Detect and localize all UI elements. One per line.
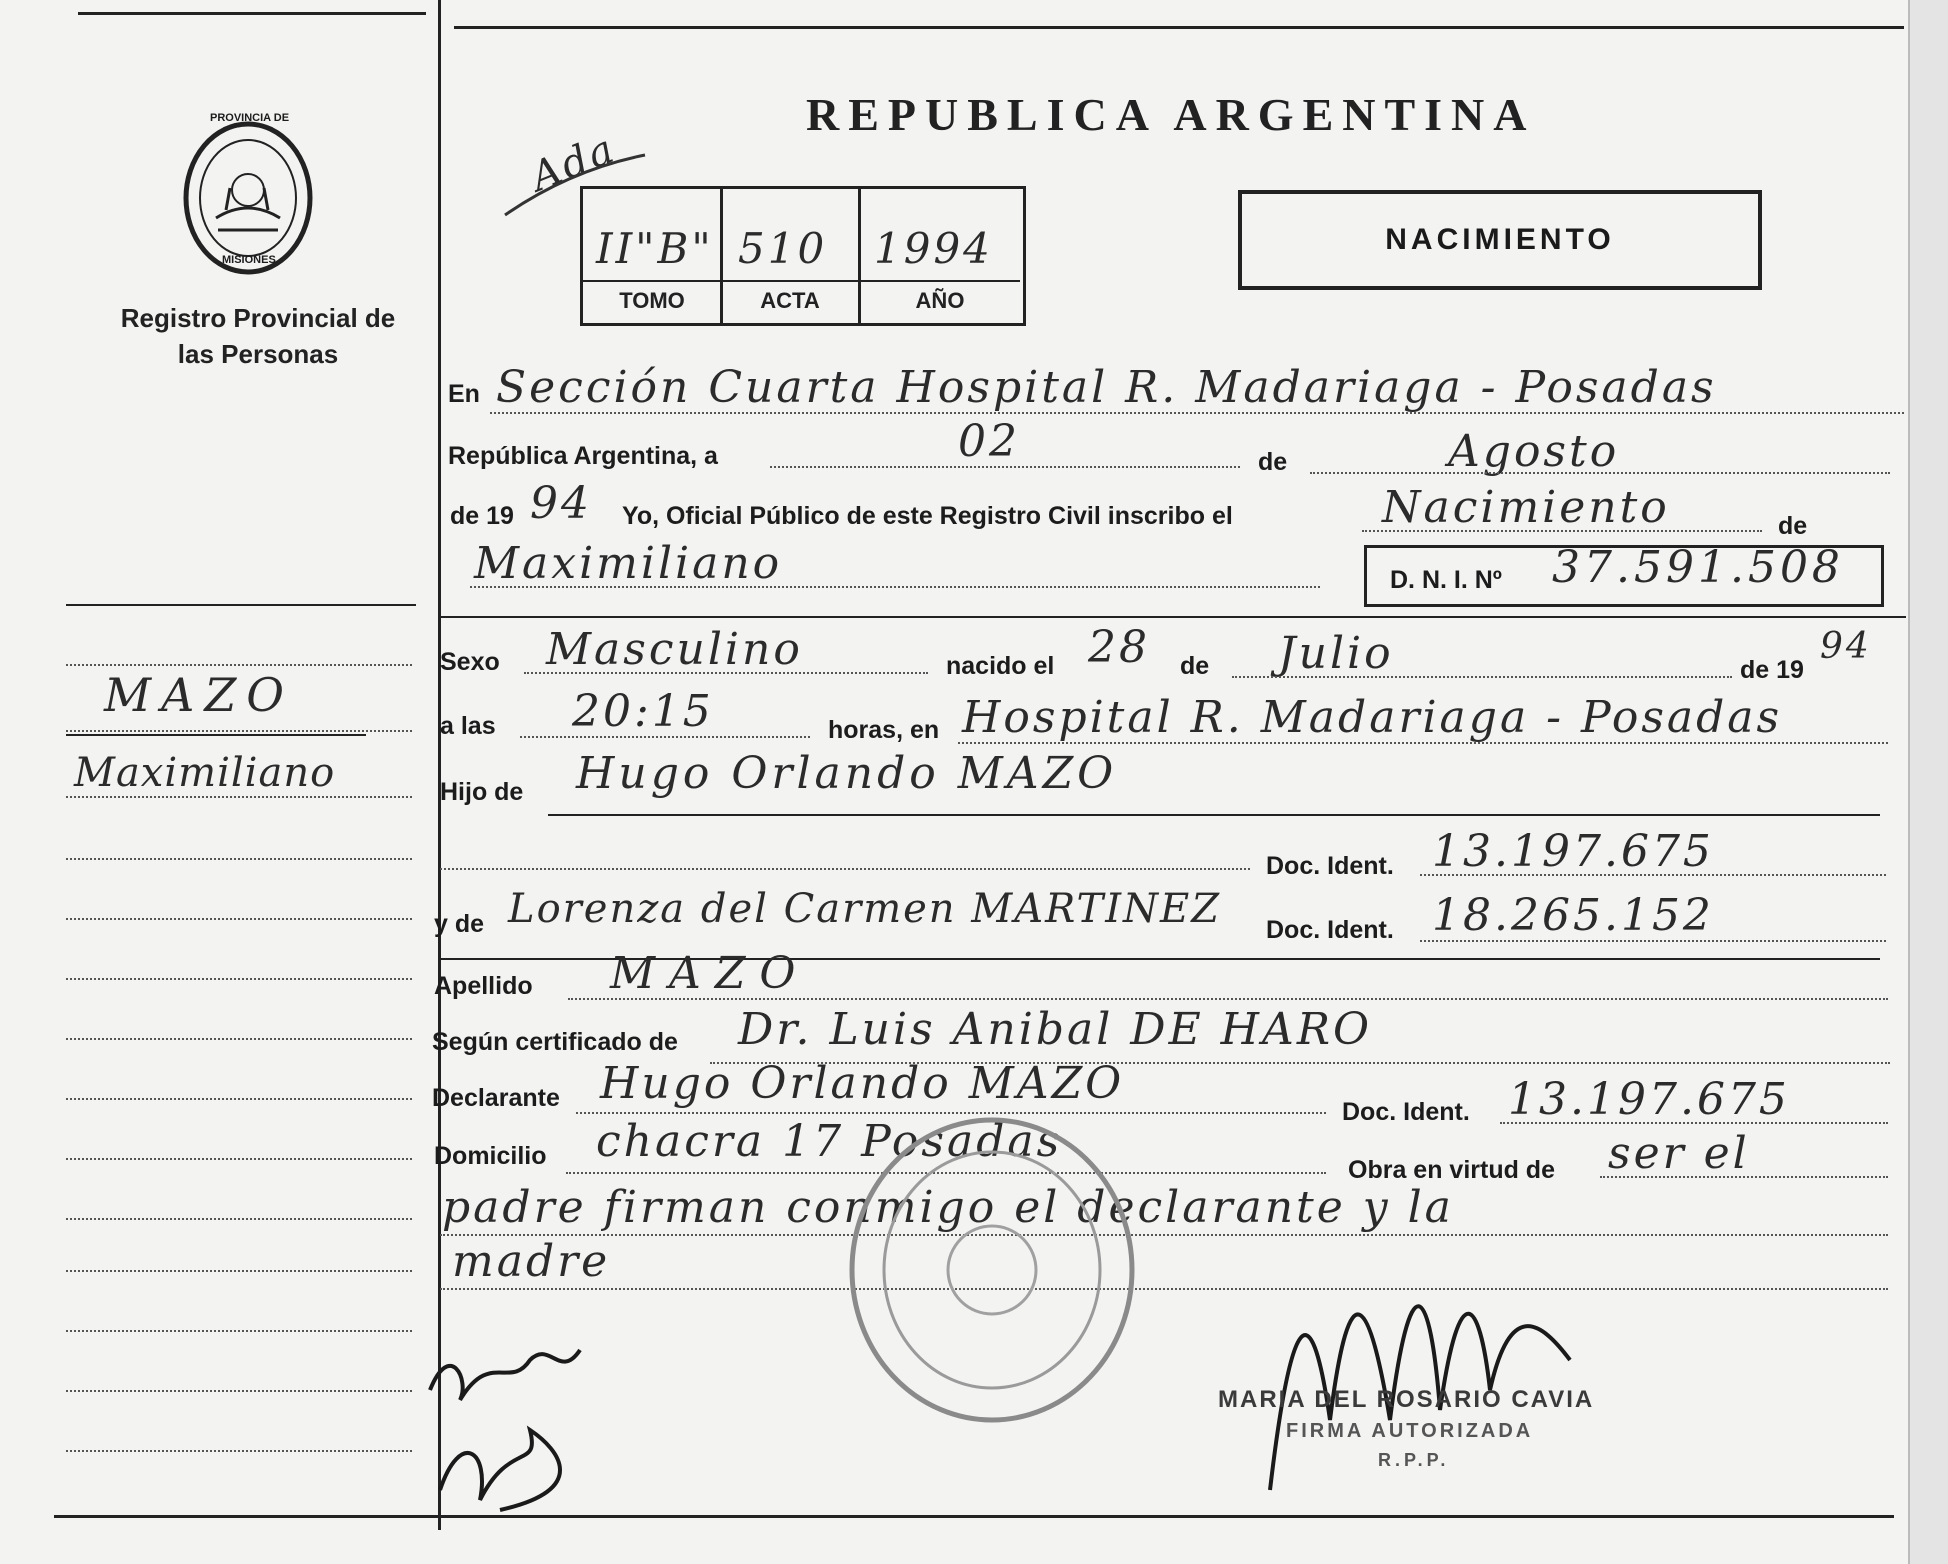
- margin-underline: [66, 734, 366, 736]
- republica-label: República Argentina, a: [448, 442, 718, 470]
- line-dots: [440, 868, 1250, 870]
- de-label: de: [1778, 512, 1808, 540]
- registry-name: Registro Provincial de las Personas: [120, 303, 396, 369]
- line-dots: [524, 672, 928, 674]
- docident-label: Doc. Ident.: [1342, 1098, 1470, 1126]
- margin-dots: [66, 1450, 412, 1452]
- margin-dots: [66, 1098, 412, 1100]
- margin-dots: [66, 978, 412, 980]
- obra-line-3: madre: [452, 1236, 611, 1287]
- apellido-value: MAZO: [610, 948, 810, 999]
- ano-label: AÑO: [915, 288, 965, 313]
- margin-dots: [66, 796, 412, 798]
- de-label: de: [1180, 652, 1210, 680]
- line-dots: [958, 742, 1888, 744]
- margin-rule: [66, 604, 416, 606]
- line-dots: [490, 412, 1904, 414]
- tomo-label: TOMO: [619, 288, 685, 313]
- section-rule: [440, 616, 1906, 618]
- father-rule: [548, 814, 1880, 816]
- margin-dots: [66, 664, 412, 666]
- mother-name-value: Lorenza del Carmen MARTINEZ: [508, 886, 1222, 932]
- official-name: MARIA DEL ROSARIO CAVIA: [1218, 1386, 1595, 1413]
- line-dots: [1600, 1176, 1888, 1178]
- line-dots: [770, 466, 1240, 468]
- birth-month-value: Julio: [1278, 628, 1394, 679]
- apellido-label: Apellido: [434, 972, 533, 1000]
- line-dots: [440, 1288, 1888, 1290]
- act-type-value: Nacimiento: [1382, 482, 1670, 533]
- official-role: FIRMA AUTORIZADA: [1286, 1420, 1534, 1442]
- top-rule-left: [78, 12, 426, 15]
- docident-label: Doc. Ident.: [1266, 916, 1394, 944]
- day-value: 02: [958, 416, 1020, 467]
- father-name-value: Hugo Orlando MAZO: [576, 748, 1118, 799]
- margin-dots: [66, 1330, 412, 1332]
- oficial-text: Yo, Oficial Público de este Registro Civil inscribo el: [622, 502, 1233, 530]
- margin-dots: [66, 1218, 412, 1220]
- obra-label: Obra en virtud de: [1348, 1156, 1555, 1184]
- dni-value: 37.591.508: [1552, 542, 1844, 593]
- margin-dots: [66, 1158, 412, 1160]
- margin-dots: [66, 1270, 412, 1272]
- nacido-label: nacido el: [946, 652, 1055, 680]
- signatures-left: [420, 1320, 640, 1520]
- margin-given-name: Maximiliano: [74, 750, 336, 796]
- docident-label: Doc. Ident.: [1266, 852, 1394, 880]
- official-stamp: [842, 1110, 1142, 1430]
- horas-label: horas, en: [828, 716, 940, 744]
- margin-dots: [66, 858, 412, 860]
- place-value: Sección Cuarta Hospital R. Madariaga - Posadas: [496, 362, 1717, 413]
- line-dots: [520, 736, 810, 738]
- tomo-value: II"B": [596, 224, 714, 273]
- page-title: REPUBLICA ARGENTINA: [806, 89, 1536, 140]
- year-value: 94: [530, 478, 592, 529]
- official-org: R.P.P.: [1378, 1450, 1450, 1470]
- child-name-value: Maximiliano: [474, 538, 783, 589]
- sexo-label: Sexo: [440, 648, 500, 676]
- record-type-box: [1238, 190, 1762, 290]
- margin-dots: [66, 1390, 412, 1392]
- line-dots: [1420, 874, 1886, 876]
- line-dots: [1362, 530, 1762, 532]
- obra-line-2: padre firman conmigo el declarante y la: [442, 1182, 1454, 1233]
- seal-text-top: PROVINCIA DE: [210, 112, 290, 124]
- de19-label: de 19: [450, 502, 514, 530]
- page-edge: [1908, 0, 1948, 1564]
- acta-label: ACTA: [760, 288, 820, 313]
- seal-text-bottom: MISIONES: [222, 254, 276, 266]
- line-dots: [1420, 940, 1886, 942]
- birth-time-value: 20:15: [572, 686, 714, 737]
- ano-value: 1994: [874, 224, 993, 273]
- margin-dots: [66, 730, 412, 732]
- line-dots: [568, 998, 1888, 1000]
- obra-value: ser el: [1608, 1128, 1750, 1179]
- de-label: de: [1258, 448, 1288, 476]
- month-value: Agosto: [1448, 426, 1620, 477]
- margin-dots: [66, 1038, 412, 1040]
- declarante-label: Declarante: [432, 1084, 560, 1112]
- ref-caption-rule: [583, 280, 1020, 282]
- de19-label: de 19: [1740, 656, 1804, 684]
- dni-label: D. N. I. Nº: [1390, 566, 1502, 594]
- yde-label: y de: [434, 910, 485, 938]
- sexo-value: Masculino: [546, 624, 803, 675]
- declarante-doc-value: 13.197.675: [1508, 1074, 1790, 1125]
- margin-divider: [438, 0, 441, 1530]
- domicilio-value: chacra 17 Posadas: [596, 1116, 1063, 1167]
- birth-day-value: 28: [1088, 622, 1150, 673]
- domicilio-label: Domicilio: [434, 1142, 547, 1170]
- hijo-label: Hijo de: [440, 778, 524, 806]
- birth-place-value: Hospital R. Madariaga - Posadas: [962, 692, 1783, 743]
- bottom-rule: [54, 1515, 1894, 1518]
- record-type: NACIMIENTO: [1385, 223, 1615, 256]
- margin-surname: MAZO: [104, 668, 294, 722]
- mother-doc-value: 18.265.152: [1432, 890, 1714, 941]
- birth-year-value: 94: [1820, 626, 1872, 667]
- alas-label: a las: [440, 712, 496, 740]
- segun-label: Según certificado de: [432, 1028, 678, 1056]
- acta-value: 510: [738, 224, 828, 273]
- annotation-ada: Ada: [524, 125, 623, 201]
- declarante-name-value: Hugo Orlando MAZO: [600, 1058, 1125, 1109]
- line-dots: [1232, 676, 1732, 678]
- margin-dots: [66, 918, 412, 920]
- line-dots: [1500, 1122, 1888, 1124]
- line-dots: [440, 1234, 1888, 1236]
- father-doc-value: 13.197.675: [1432, 826, 1714, 877]
- line-dots: [470, 586, 1320, 588]
- top-rule-right: [454, 26, 1904, 29]
- en-label: En: [448, 380, 480, 408]
- line-dots: [1310, 472, 1890, 474]
- doctor-value: Dr. Luis Anibal DE HARO: [738, 1004, 1373, 1055]
